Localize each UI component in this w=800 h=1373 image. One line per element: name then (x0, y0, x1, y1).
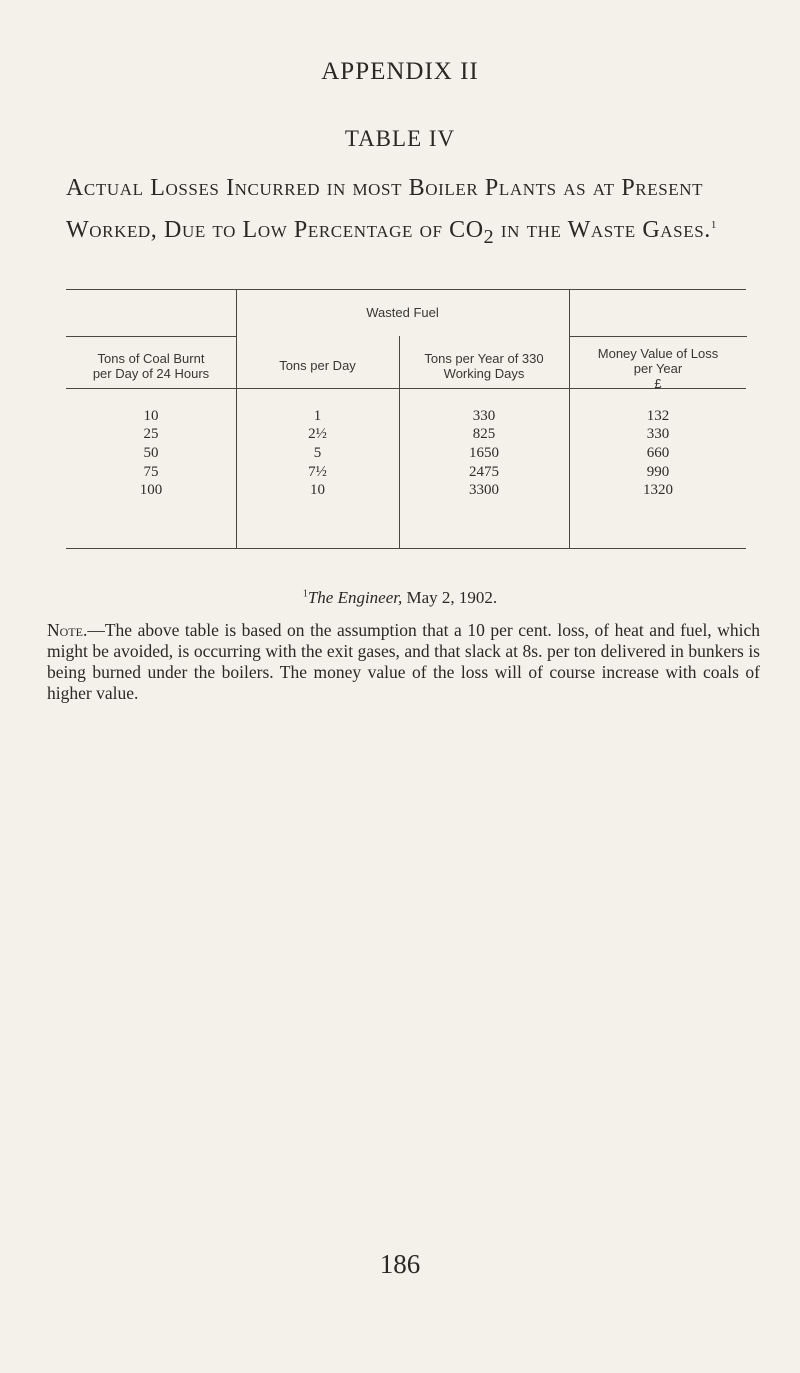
column-header-line: Working Days (443, 366, 525, 381)
note-text: —The above table is based on the assumption that a 10 per cent. loss, of heat and fuel, which might be avoided, is occurring with the exit gases, and that slack at 8s. per ton delivered in bunkers is being burned under the boilers. The money value of the loss will of course increase with coals of higher value. (47, 620, 760, 703)
table-cell: 660 (646, 445, 670, 461)
column-header-line: Tons per Day (279, 358, 356, 373)
table-cell: 990 (646, 464, 670, 480)
column-header-line: per Day of 24 Hours (92, 366, 210, 381)
group-header-rule-left (66, 336, 236, 337)
caption-footnote-marker: 1 (710, 219, 717, 231)
column-header-line: Tons of Coal Burnt (97, 351, 205, 366)
table-cell: 50 (143, 445, 159, 461)
table-cell: 1650 (469, 445, 499, 461)
page-number: 186 (379, 1249, 421, 1279)
column-header-line: per Year (633, 361, 683, 376)
note-paragraph (47, 620, 760, 704)
footnote (0, 588, 800, 608)
table-cell: 132 (646, 408, 670, 424)
table-cell: 75 (143, 464, 159, 480)
table-cell: 2475 (469, 464, 499, 480)
caption-text-end: in the Waste Gases. (494, 217, 711, 243)
table-cell: 10 (143, 408, 159, 424)
table-cell: 7½ (308, 464, 327, 480)
footnote-date: May 2, 1902. (402, 588, 498, 607)
table-cell: 10 (310, 482, 325, 498)
table-cell: 330 (646, 426, 670, 442)
table-cell: 25 (143, 426, 159, 442)
table-cell: 1 (313, 408, 322, 424)
losses-table (66, 289, 797, 549)
note-lead: Note. (47, 620, 88, 640)
column-header-tons-per-year (399, 351, 569, 381)
caption-subscript: 2 (483, 225, 495, 248)
footnote-publication: The Engineer, (307, 588, 403, 607)
table-cell: 1320 (643, 482, 673, 498)
column-header-tons-per-day (236, 358, 399, 373)
column-header-line: £ (654, 376, 662, 391)
column-header-line: Tons per Year of 330 (424, 351, 544, 366)
appendix-heading: APPENDIX II (321, 58, 479, 85)
table-cell: 100 (139, 482, 163, 498)
table-top-rule (66, 289, 746, 290)
table-title: TABLE IV (344, 126, 456, 151)
footnote-marker: 1 (302, 588, 308, 600)
column-header-tons-coal-burnt (66, 351, 236, 381)
group-header-wasted-fuel: Wasted Fuel (366, 305, 439, 320)
group-header-rule-right (569, 336, 747, 337)
table-cell: 330 (472, 408, 496, 424)
table-caption (66, 170, 766, 256)
table-cell: 3300 (469, 482, 499, 498)
column-header-line: Money Value of Loss (597, 346, 719, 361)
column-header-money-value (569, 346, 747, 391)
caption-text: Actual Losses Incurred in most Boiler Plants as at Present Worked, Due to Low Percentage of CO (66, 175, 704, 243)
table-cell: 2½ (308, 426, 327, 442)
table-bottom-rule (66, 548, 746, 549)
table-cell: 825 (472, 426, 496, 442)
table-cell: 5 (313, 445, 322, 461)
